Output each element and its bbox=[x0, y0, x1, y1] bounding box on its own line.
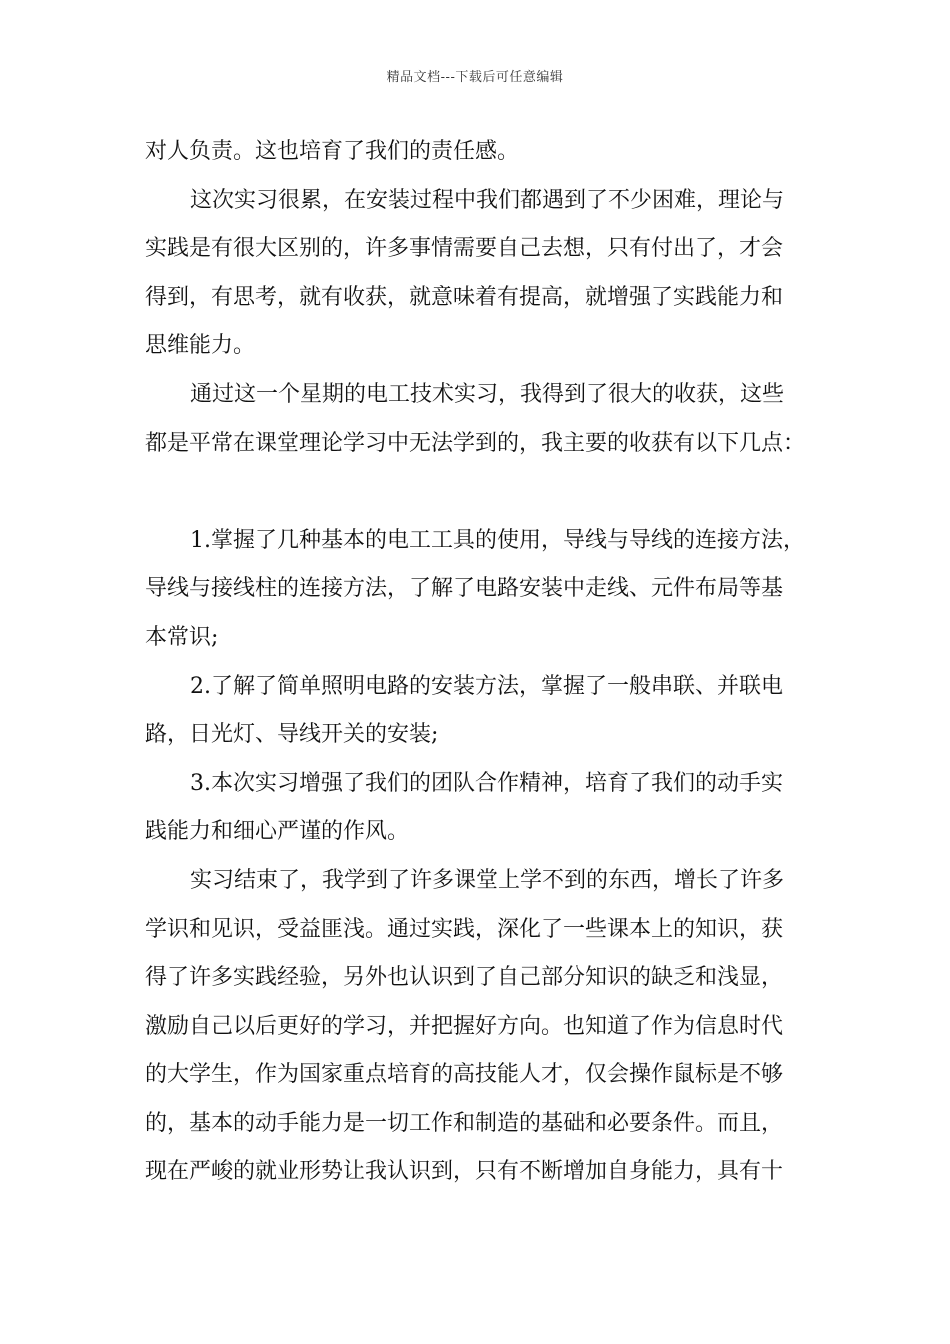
text-line: 这次实习很累，在安装过程中我们都遇到了不少困难，理论与 bbox=[190, 187, 785, 213]
text-line: 现在严峻的就业形势让我认识到，只有不断增加自身能力，具有十 bbox=[145, 1159, 784, 1185]
text-line: 践能力和细心严谨的作风。 bbox=[145, 819, 410, 845]
text-line: 激励自己以后更好的学习，并把握好方向。也知道了作为信息时代 bbox=[145, 1013, 784, 1039]
text-line: 都是平常在课堂理论学习中无法学到的，我主要的收获有以下几点： bbox=[145, 430, 806, 456]
document-body bbox=[145, 128, 815, 1197]
text-line: 1.掌握了几种基本的电工工具的使用，导线与导线的连接方法， bbox=[190, 527, 805, 553]
text-line: 实践是有很大区别的，许多事情需要自己去想，只有付出了，才会 bbox=[145, 236, 784, 262]
page-header: 精品文档---下载后可任意编辑 bbox=[386, 70, 564, 85]
text-line: 2.了解了简单照明电路的安装方法，掌握了一般串联、并联电 bbox=[190, 673, 783, 699]
text-line: 的大学生，作为国家重点培育的高技能人才，仅会操作鼠标是不够 bbox=[145, 1062, 784, 1088]
text-line: 的，基本的动手能力是一切工作和制造的基础和必要条件。而且， bbox=[145, 1110, 784, 1136]
text-line: 思维能力。 bbox=[145, 333, 256, 359]
text-line: 得了许多实践经验，另外也认识到了自己部分知识的缺乏和浅显， bbox=[145, 965, 784, 991]
text-line: 得到，有思考，就有收获，就意味着有提高，就增强了实践能力和 bbox=[145, 284, 784, 310]
text-line: 本常识; bbox=[145, 624, 219, 650]
text-line: 学识和见识，受益匪浅。通过实践，深化了一些课本上的知识，获 bbox=[145, 916, 784, 942]
text-line: 实习结束了，我学到了许多课堂上学不到的东西，增长了许多 bbox=[190, 867, 785, 893]
text-line: 3.本次实习增强了我们的团队合作精神，培育了我们的动手实 bbox=[190, 770, 783, 796]
text-line: 导线与接线柱的连接方法，了解了电路安装中走线、元件布局等基 bbox=[145, 576, 784, 602]
text-line: 路，日光灯、导线开关的安装; bbox=[145, 722, 439, 748]
blank-line bbox=[145, 468, 815, 517]
text-line: 对人负责。这也培育了我们的责任感。 bbox=[145, 139, 520, 164]
text-line: 通过这一个星期的电工技术实习，我得到了很大的收获，这些 bbox=[190, 381, 785, 407]
